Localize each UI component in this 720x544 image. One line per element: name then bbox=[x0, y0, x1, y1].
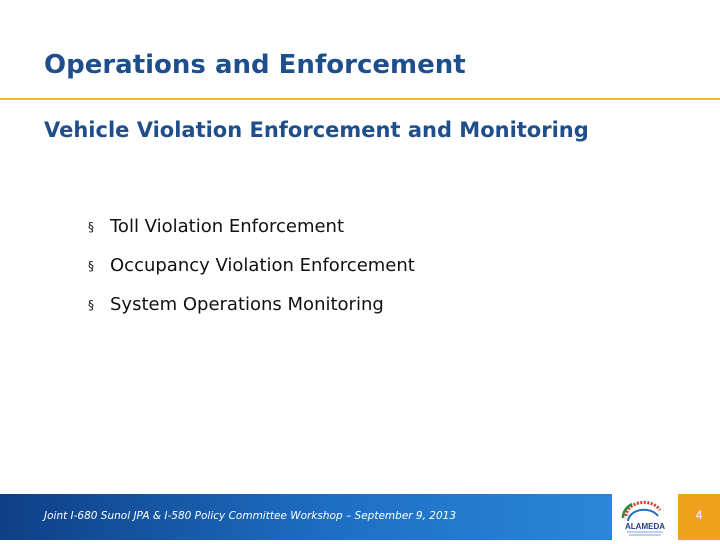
bullet-marker-icon: § bbox=[88, 219, 94, 234]
page-number: 4 bbox=[695, 508, 703, 522]
bullet-marker-icon: § bbox=[88, 258, 94, 273]
bullet-list bbox=[88, 207, 415, 324]
footer-bar bbox=[0, 494, 612, 540]
slide-footer bbox=[0, 494, 720, 540]
logo-box bbox=[612, 494, 678, 540]
bullet-item bbox=[88, 246, 415, 285]
title-divider bbox=[0, 98, 720, 100]
slide-title: Operations and Enforcement bbox=[44, 50, 466, 80]
footer-text: Joint I-680 Sunol JPA & I-580 Policy Committee Workshop – September 9, 2013 bbox=[44, 510, 457, 522]
bullet-item bbox=[88, 285, 415, 324]
bullet-text: System Operations Monitoring bbox=[110, 294, 384, 315]
page-number-box bbox=[678, 494, 720, 540]
alameda-ctc-logo-icon bbox=[612, 494, 678, 540]
slide-subtitle: Vehicle Violation Enforcement and Monitoring bbox=[44, 118, 589, 142]
logo-text: ALAMEDA bbox=[625, 522, 665, 531]
bullet-text: Toll Violation Enforcement bbox=[110, 216, 345, 237]
bullet-item bbox=[88, 207, 415, 246]
bullet-marker-icon: § bbox=[88, 297, 94, 312]
bullet-text: Occupancy Violation Enforcement bbox=[110, 255, 415, 276]
